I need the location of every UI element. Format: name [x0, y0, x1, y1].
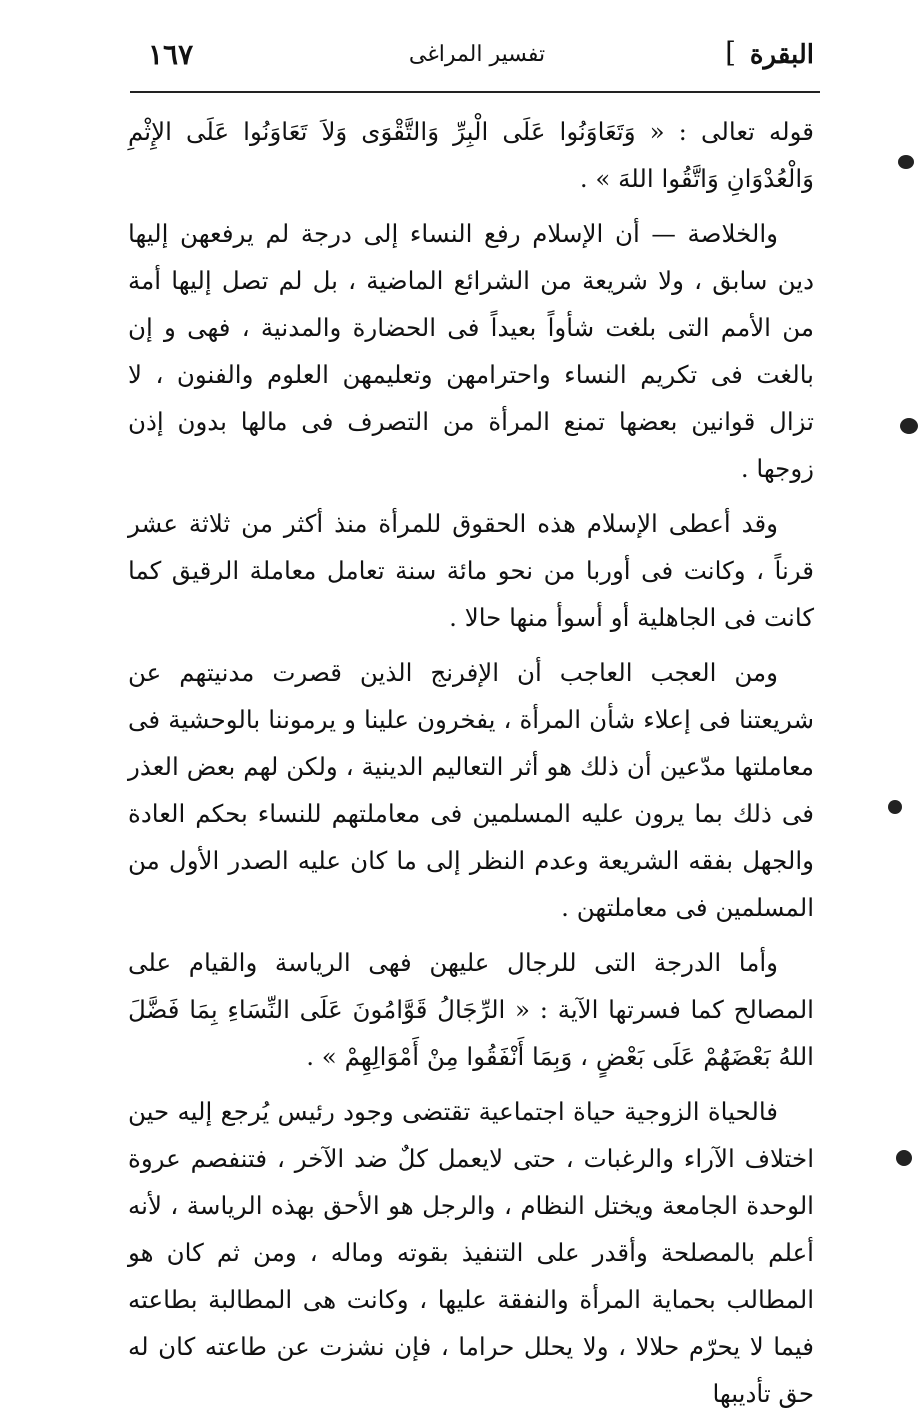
book-title: تفسير المراغى: [408, 42, 546, 67]
ink-blot: [896, 1150, 912, 1166]
page-number: ١٦٧: [148, 38, 194, 71]
ink-blot: [900, 418, 918, 434]
ink-blot: [888, 800, 902, 814]
body-text: [128, 108, 814, 1425]
paragraph: والخلاصة — أن الإسلام رفع النساء إلى درجة لم يرفعهن إليها دين سابق ، ولا شريعة من الشرائع الماضية ، بل لم تصل إليها أمة من الأمم التى بلغت شأواً بعيداً فى الحضارة والمدنية ، فهى و إن بالغت فى تكريم النساء واحترامهن وتعليمهن العلوم والفنون ، لا تزال قوانين بعضها تمنع المرأة من التصرف فى مالها بدون إذن زوجها .: [128, 219, 814, 483]
paragraph: فالحياة الزوجية حياة اجتماعية تقتضى وجود رئيس يُرجع إليه حين اختلاف الآراء والرغبات ، حتى لايعمل كلٌ ضد الآخر ، فتنفصم عروة الوحدة الجامعة ويختل النظام ، والرجل هو الأحق بهذه الرياسة ، لأنه أعلم بالمصلحة وأقدر على التنفيذ بقوته وماله ، ومن ثم كان هو المطالب بحماية المرأة والنفقة عليها ، وكانت هى المطالبة بطاعته فيما لا يحرّم حلالا ، ولا يحلل حراما ، فإن نشزت عن طاعته كان له حق تأديبها: [128, 1097, 814, 1408]
page-header: [140, 34, 814, 82]
header-rule: [130, 91, 820, 93]
paragraph: وقد أعطى الإسلام هذه الحقوق للمرأة منذ أكثر من ثلاثة عشر قرناً ، وكانت فى أوربا من نحو مائة سنة تعامل معاملة الرقيق كما كانت فى الجاهلية أو أسوأ منها حالا .: [128, 509, 814, 632]
paragraph: قوله تعالى : « وَتَعَاوَنُوا عَلَى الْبِرِّ وَالتَّقْوَى وَلاَ تَعَاوَنُوا عَلَى الإِثْمِ وَالْعُدْوَانِ وَاتَّقُوا اللهَ » .: [128, 117, 814, 193]
header-bracket: ]: [725, 36, 736, 69]
surah-name: البقرة: [749, 40, 814, 70]
paragraph: وأما الدرجة التى للرجال عليهن فهى الرياسة والقيام على المصالح كما فسرتها الآية : « الرِّجَالُ قَوَّامُونَ عَلَى النِّسَاءِ بِمَا فَضَّلَ اللهُ بَعْضَهُمْ عَلَى بَعْضٍ ، وَبِمَا أَنْفَقُوا مِنْ أَمْوَالِهِمْ » .: [128, 948, 814, 1071]
ink-blot: [898, 155, 914, 169]
paragraph: ومن العجب العاجب أن الإفرنج الذين قصرت مدنيتهم عن شريعتنا فى إعلاء شأن المرأة ، يفخرون علينا و يرموننا بالوحشية فى معاملتها مدّعين أن ذلك هو أثر التعاليم الدينية ، ولكن لهم بعض العذر فى ذلك بما يرون عليه المسلمين فى معاملتهم للنساء بحكم العادة والجهل بفقه الشريعة وعدم النظر إلى ما كان عليه الصدر الأول من المسلمين فى معاملتهن .: [128, 658, 814, 922]
